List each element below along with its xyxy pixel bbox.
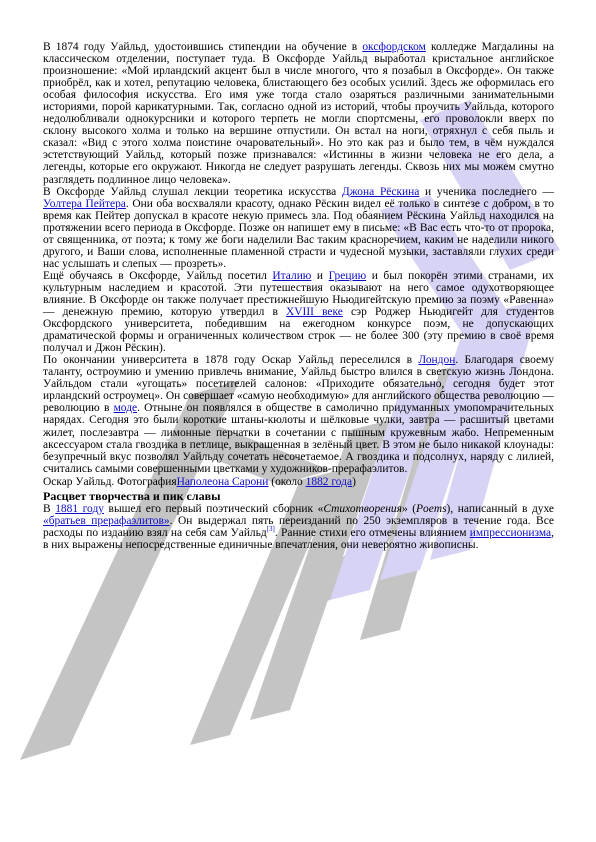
article-content	[43, 41, 554, 551]
footnote-reference[interactable]: [3]	[266, 525, 275, 534]
text-run: колледже Магдалины на классическом отделении, поступает туда. В Оксфорде Уайльд выработал кристальное английское произношение: «Мой ирландский акцент был в числе многого, что я позабыл в Оксфорде». Он также приобрёл, как и хотел, репутацию человека, блистающего без особых усилий. Здесь же оформилась его особая философия искусства. Его имя уже тогда стало озаряться различными занимательными историями, порой карикатурными. Так, согласно одной из историй, чтобы проучить Уайльда, которого недолюбливали однокурсники и которого терпеть не могли спортсмены, его проволокли вверх по склону высокого холма и только на вершине отпустили. Он встал на ноги, отряхнул с себя пыль и сказал: «Вид с этого холма поистине очаровательный». Но это как раз и было тем, в чём нуждался эстетствующий Уайльд, который позже признавался: «Истинны в жизни человека не его дела, а легенды, которые его окружают. Никогда не следует разрушать легенды. Сквозь них мы можем смутно разглядеть подлинное лицо человека».	[43, 41, 554, 186]
inline-link[interactable]: Наполеона Сарони	[176, 475, 269, 488]
paragraph	[43, 503, 554, 551]
text-run: Ещё обучаясь в Оксфорде, Уайльд посетил	[43, 269, 273, 282]
paragraph	[43, 186, 554, 270]
inline-link[interactable]: Грецию	[328, 269, 367, 282]
text-run: . Они оба восхваляли красоту, однако Рёскин видел её только в синтезе с добром, в то время как Пейтер допускал в красоте некую примесь зла. Под обаянием Рёскина Уайльд находился на протяжении всего периода в Оксфорде. Позже он напишет ему в письме: «В Вас есть что-то от пророка, от священника, от поэта; к тому же боги наделили Вас таким красноречием, каким не наделили никого другого, и Ваши слова, исполненные пламенной страсти и чудесной музыки, заставляли глухих среди нас услышать и слепых — прозреть».	[43, 197, 555, 270]
paragraph	[43, 41, 554, 186]
inline-link[interactable]: 1882 года	[305, 475, 353, 488]
paragraph-list	[43, 41, 554, 475]
text-run: Оскар Уайльд. Фотография	[43, 475, 177, 488]
inline-link[interactable]: Лондон	[418, 354, 456, 367]
text-run: (около	[268, 475, 306, 488]
text-run: и	[311, 269, 329, 282]
paragraph	[43, 354, 554, 474]
inline-link[interactable]: моде	[113, 402, 138, 415]
inline-link[interactable]: оксфордском	[362, 41, 426, 53]
inline-link[interactable]: XVIII веке	[285, 306, 343, 319]
italic-text: Стихотворения	[323, 502, 402, 515]
text-run: )	[352, 475, 356, 488]
text-run: В	[43, 502, 56, 515]
text-run: , в них выражены непосредственные единичные впечатления, они невероятно живописны.	[43, 526, 554, 551]
inline-link[interactable]: 1881 году	[55, 502, 104, 515]
inline-link[interactable]: Италию	[272, 269, 312, 282]
text-run: . Он выдержал пять переизданий по 250 экземпляров в течение года. Все расходы по изданию взял на себя сам Уайльд	[43, 514, 554, 539]
inline-link[interactable]: Уолтера Пейтера	[43, 197, 126, 210]
text-run: . Отныне он появлялся в обществе в самолично придуманных умопомрачительных нарядах. Сегодня это были короткие штаны-кюлоты и шёлковые чулки, завтра — расшитый цветами жилет, послезавтра — лимонные перчатки в сочетании с пышным кружевным жабо. Непременным аксессуаром стала гвоздика в петлице, выкрашенная в зелёный цвет. В этом не было никакой клоунады: безупречный вкус позволял Уайльду сочетать несочетаемое. А гвоздика и подсолнух, наряду с лилией, считались самыми совершенными цветками у художников-прерафаэлитов.	[43, 402, 554, 475]
text-run: . Ранние стихи его отмечены влиянием	[274, 526, 470, 539]
text-run: вышел его первый поэтический сборник «	[103, 502, 324, 515]
text-run: ), написанный в духе	[446, 502, 554, 515]
text-run: » (	[401, 502, 417, 515]
text-run: и был покорён этими странами, их культурным наследием и красотой. Эти путешествия оказывают на него самое одухотворяющее влияние. В Оксфорде он также получает престижнейшую Ньюдигейтскую премию за поэму «Равенна» — денежную премию, которую утвердил в	[43, 269, 555, 319]
italic-text: Poems	[416, 502, 447, 515]
text-run: По окончании университета в 1878 году Оскар Уайльд переселился в	[43, 354, 419, 367]
text-run: В Оксфорде Уайльд слушал лекции теоретика искусства	[43, 185, 342, 198]
inline-link[interactable]: импрессионизма	[469, 526, 552, 539]
paragraph	[43, 270, 554, 354]
text-run: . Благодаря своему таланту, остроумию и умению привлечь внимание, Уайльд быстро влился в светскую жизнь Лондона. Уайльдом стали «угощать» посетителей салонов: «Приходите обязательно, сегодня будет этот ирландский остроумец». Он совершает «самую необходимую» для английского общества революцию — революцию в	[43, 354, 554, 415]
text-run: и ученика последнего —	[419, 185, 554, 198]
inline-link[interactable]: Джона Рёскина	[341, 185, 420, 198]
text-run: В 1874 году Уайльд, удостоившись стипендии на обучение в	[43, 41, 363, 53]
section-heading: Расцвет творчества и пик славы	[43, 488, 221, 503]
text-run: сэр Роджер Ньюдигейт для студентов Оксфордского университета, победившим на ежегодном конкурсе поэм, не допускающих драматической формы и ограниченных количеством строк — не более 300 (эту премию в своё время получал и Джон Рёскин).	[43, 306, 554, 355]
photo-caption	[43, 476, 554, 488]
inline-link[interactable]: «братьев прерафаэлитов»	[43, 514, 170, 527]
